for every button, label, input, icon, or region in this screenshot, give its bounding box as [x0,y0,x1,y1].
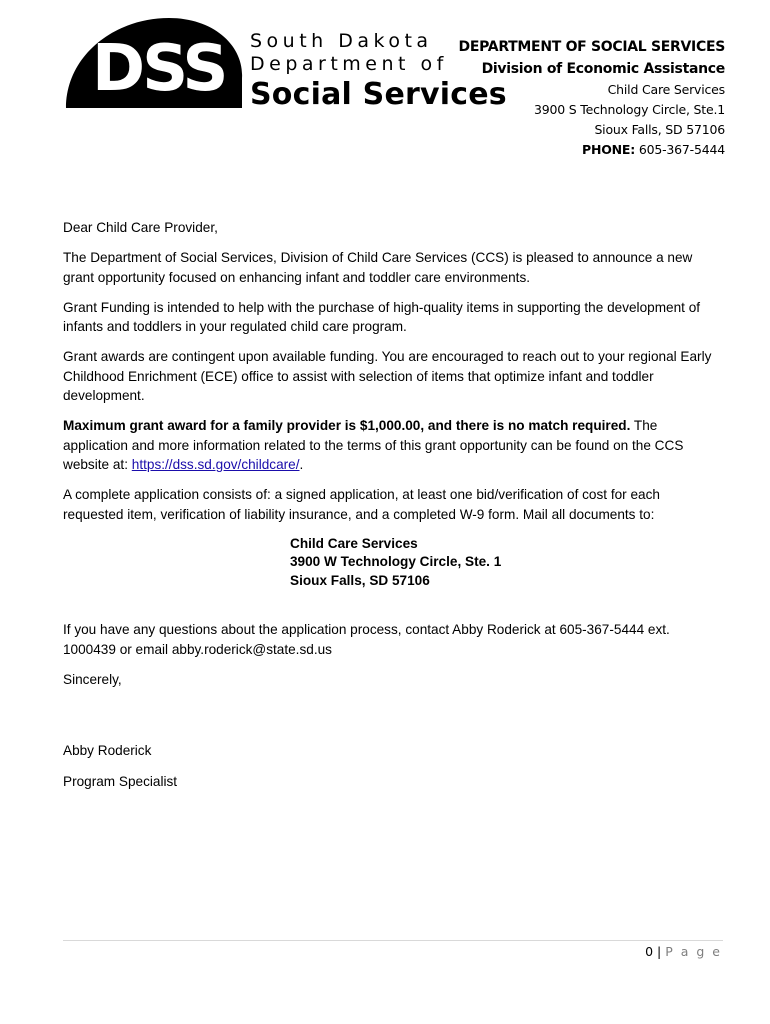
paragraph-contact: If you have any questions about the application process, contact Abby Roderick at 605-367-5444 ext. 1000439 or email abby.roderick@state.sd.us [63,622,670,657]
closing: Sincerely, [63,671,122,687]
phone-number: 605-367-5444 [638,142,725,157]
page-separator: | [657,944,662,959]
page-footer [645,944,722,959]
logo-line-state: South Dakota [250,30,433,52]
award-highlight: Maximum grant award for a family provider is $1,000.00, and there is no match required. [63,418,631,434]
paragraph-funding-purpose: Grant Funding is intended to help with the purchase of high-quality items in supporting the development of infants and toddlers in your regulated child care program. [63,299,701,335]
paragraph-application-requirements: A complete application consists of: a signed application, at least one bid/verification of cost for each requested item, verification of liability insurance, and a completed W-9 form. Mail all documents to: [63,487,660,522]
award-details: The application and more information related to the terms of this grant opportunity can be found on the CCS website at: [63,418,684,472]
address-line-3: Sioux Falls, SD 57106 [290,572,430,588]
footer-divider [63,940,723,941]
dss-logo-mark: DSS [92,32,226,106]
page-number: 0 [645,944,654,959]
paragraph-announcement: The Department of Social Services, Division of Child Care Services (CCS) is pleased to announce a new grant opportunity focused on enhancing infant and toddler care environments. [63,250,693,285]
phone-label: PHONE: [582,142,636,157]
paragraph-contingency: Grant awards are contingent upon available funding. You are encouraged to reach out to your regional Early Childhood Enrichment (ECE) office to assist with selection of items that optimize infant and toddler development. [63,349,712,404]
signer-name: Abby Roderick [63,743,152,759]
letterhead-street: 3900 S Technology Circle, Ste.1 [534,102,725,117]
mailing-address [290,535,723,591]
paragraph-award [63,416,723,474]
logo-line-department: Department of [250,53,448,75]
logo-line-agency: Social Services [250,77,507,112]
address-line-1: Child Care Services [290,535,418,551]
letterhead-phone [459,140,725,160]
award-period: . [299,456,304,472]
letterhead-contact [459,36,725,160]
letterhead-division: Division of Economic Assistance [481,61,725,77]
letter-body [63,218,723,802]
dss-logo [62,16,507,116]
letterhead-office: Child Care Services [607,82,725,97]
letterhead-city: Sioux Falls, SD 57106 [594,122,725,137]
letterhead-department: DEPARTMENT OF SOCIAL SERVICES [458,39,725,55]
page-label: P a g e [665,944,722,959]
address-line-2: 3900 W Technology Circle, Ste. 1 [290,554,502,570]
signer-title: Program Specialist [63,773,178,789]
salutation: Dear Child Care Provider, [63,220,218,235]
ccs-website-link[interactable]: https://dss.sd.gov/childcare/ [131,456,300,472]
